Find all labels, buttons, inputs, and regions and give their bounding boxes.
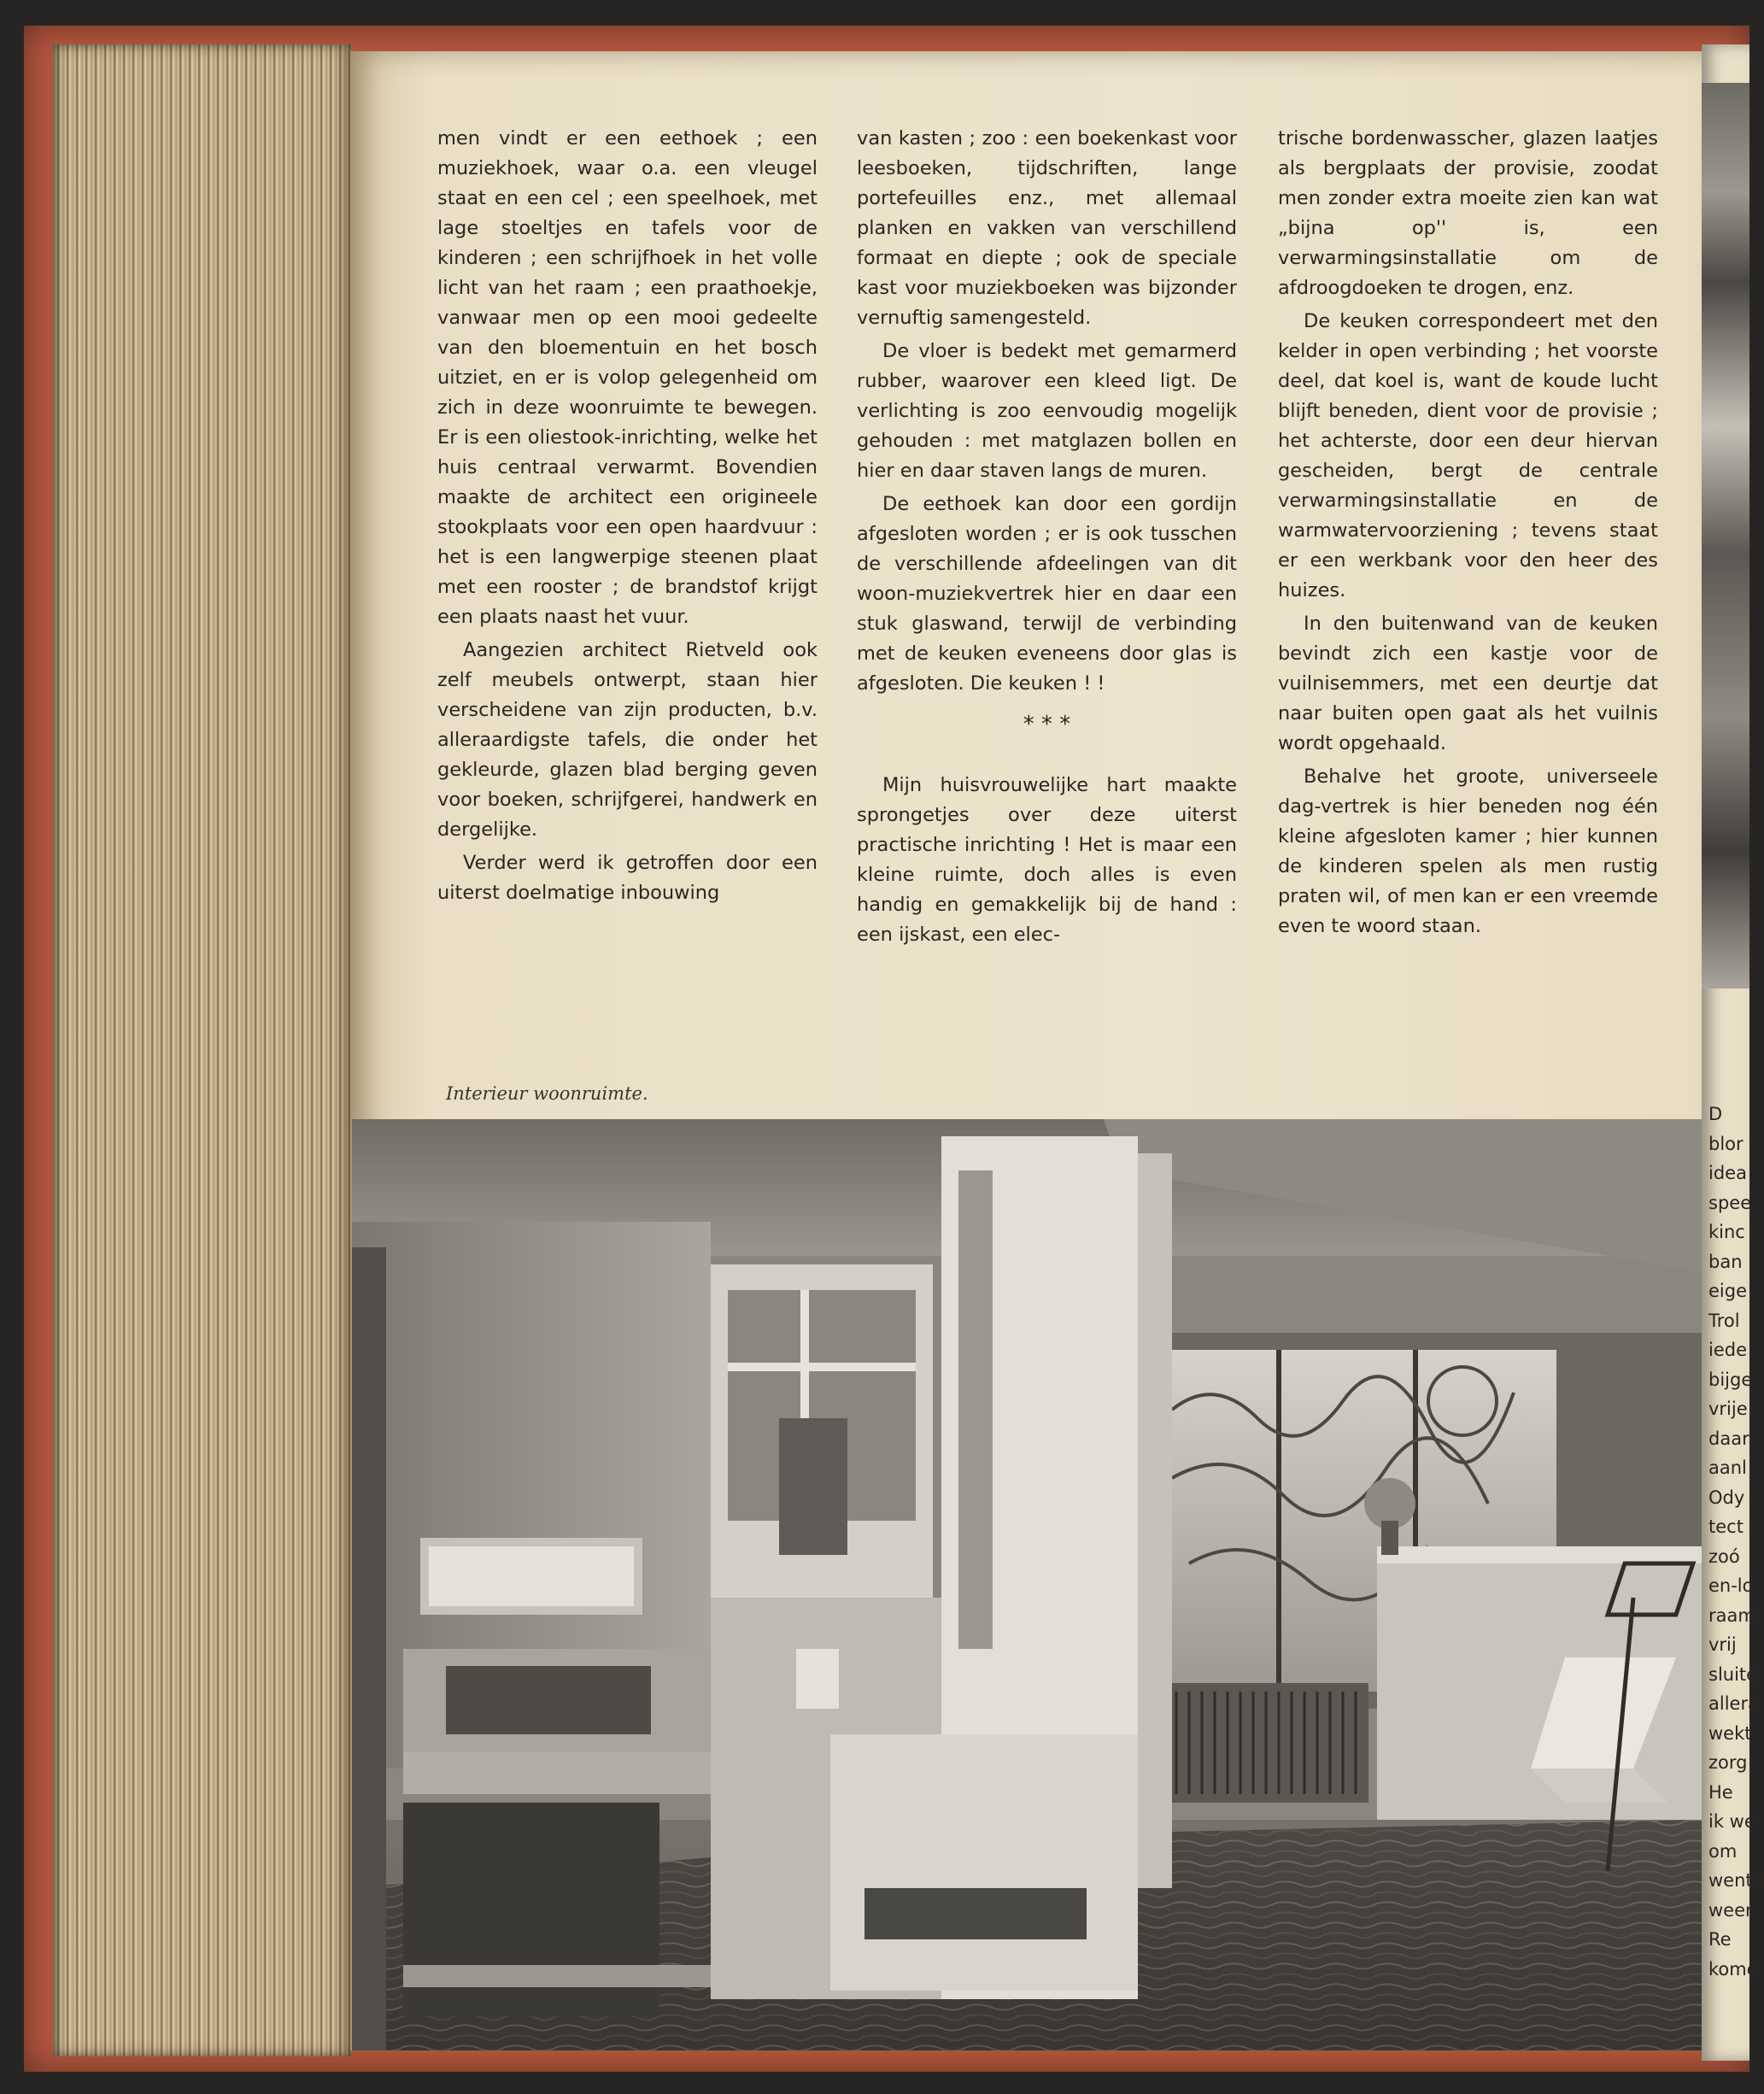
next-page-photo bbox=[1702, 83, 1749, 988]
next-page-fragment: Re bbox=[1708, 1929, 1732, 1950]
paragraph: men vindt er een eethoek ; een muziekhoek, waar o.a. een vleugel staat en een cel ; een speelhoek, met lage stoeltjes en tafels voor de kinderen ; een schrijfhoek in het volle licht van het raam ; een praathoekje, vanwaar men op een mooi gedeelte van den bloementuin en het bosch uitziet, en er is volop gelegenheid om zich in deze woonruimte te bewegen. Er is een oliestook-inrichting, welke het huis centraal verwarmt. Bovendien maakte de architect een origineele stookplaats voor een open haardvuur : het is een langwerpige steenen plaat met een rooster ; de brandstof krijgt een plaats naast het vuur. bbox=[437, 127, 818, 628]
next-page-fragment: ik we bbox=[1708, 1811, 1755, 1832]
paragraph: van kasten ; zoo : een boekenkast voor leesboeken, tijdschriften, lange portefeuilles enz., met allemaal planken en vakken van verschillend formaat en diepte ; ook de speciale kast voor muziekboeken was bijzonder vernuftig samengesteld. bbox=[857, 127, 1237, 329]
paragraph: De vloer is bedekt met gemarmerd rubber, waarover een kleed ligt. De verlichting is zoo eenvoudig mogelijk gehouden : met matglazen bollen en hier en daar staven langs de muren. bbox=[857, 340, 1237, 482]
next-page-fragment: spee bbox=[1708, 1192, 1752, 1213]
next-page-fragment: ban bbox=[1708, 1251, 1743, 1272]
page-edges bbox=[53, 44, 352, 2056]
paragraph: Behalve het groote, universeele dag-vertrek is hier beneden nog één kleine afgesloten kamer ; hier kunnen de kinderen spelen als men rustig praten wil, of men kan er een vreemde even te woord staan. bbox=[1278, 765, 1658, 937]
paragraph: De eethoek kan door een gordijn afgesloten worden ; er is ook tusschen de verschillende afdeelingen van dit woon-muziekvertrek hier en daar een stuk glaswand, terwijl de verbinding met de keuken eveneens door glas is afgesloten. Die keuken ! ! bbox=[857, 493, 1237, 695]
next-page-fragment: Trol bbox=[1708, 1310, 1740, 1331]
next-page-text-fragments bbox=[1702, 1100, 1764, 1984]
next-page-fragment: zoó bbox=[1708, 1546, 1740, 1567]
next-page-fragment: aanl bbox=[1708, 1458, 1747, 1478]
next-page-fragment: allera bbox=[1708, 1693, 1759, 1714]
next-page-fragment: daar bbox=[1708, 1428, 1749, 1449]
next-page-fragment: blor bbox=[1708, 1133, 1743, 1154]
next-page-fragment: kinc bbox=[1708, 1222, 1745, 1242]
next-page-fragment: wente bbox=[1708, 1870, 1764, 1891]
text-column-2 bbox=[857, 124, 1237, 953]
paragraph: De keuken correspondeert met den kelder in open verbinding ; het voorste deel, dat koel is, want de koude lucht blijft beneden, dient voor de provisie ; het achterste, door een deur hiervan gescheiden, bergt de centrale verwarmingsinstallatie en de warmwatervoorziening ; tevens staat er een werkbank voor den heer des huizes. bbox=[1278, 310, 1658, 601]
paragraph: Verder werd ik getroffen door een uiterst doelmatige inbouwing bbox=[437, 852, 818, 904]
paragraph: trische bordenwasscher, glazen laatjes als bergplaats der provisie, zoodat men zonder extra moeite zien kan wat „bijna op'' is, een verwarmingsinstallatie om de afdroogdoeken te drogen, enz. bbox=[1278, 127, 1658, 299]
next-page-fragment: Ody bbox=[1708, 1487, 1745, 1508]
next-page-fragment: vrije bbox=[1708, 1399, 1748, 1419]
next-page-fragment: D bbox=[1708, 1104, 1723, 1124]
next-page-fragment: bijge bbox=[1708, 1369, 1753, 1390]
next-page-fragment: tect bbox=[1708, 1516, 1743, 1537]
next-page-fragment: raam bbox=[1708, 1604, 1755, 1626]
next-page-fragment: iede bbox=[1708, 1340, 1748, 1360]
next-page-fragment: om bbox=[1708, 1840, 1738, 1862]
next-page-fragment: zorg bbox=[1708, 1752, 1748, 1773]
next-page-fragment: en-lo bbox=[1708, 1575, 1754, 1596]
text-column-1 bbox=[437, 124, 818, 912]
interior-photo bbox=[352, 1119, 1705, 2050]
text-column-3 bbox=[1278, 124, 1658, 945]
next-page-edge bbox=[1702, 44, 1764, 2061]
next-page-fragment: vrij bbox=[1708, 1634, 1737, 1655]
next-page-fragment: weer bbox=[1708, 1899, 1753, 1921]
paragraph: Aangezien architect Rietveld ook zelf meubels ontwerpt, staan hier verscheidene van zijn producten, b.v. alleraardigste tafels, die onder het gekleurde, glazen blad berging geven voor boeken, schrijfgerei, handwerk en dergelijke. bbox=[437, 639, 818, 841]
photo-caption: Interieur woonruimte. bbox=[446, 1083, 648, 1104]
next-page-fragment: kome bbox=[1708, 1958, 1758, 1980]
paragraph: In den buitenwand van de keuken bevindt zich een kastje voor de vuilnisemmers, met een deurtje dat naar buiten open gaat als het vuilnis wordt opgehaald. bbox=[1278, 613, 1658, 754]
next-page-fragment: He bbox=[1708, 1781, 1733, 1803]
next-page-fragment: sluite bbox=[1708, 1663, 1758, 1685]
section-divider-stars: * * * bbox=[1023, 712, 1071, 737]
next-page-fragment: eige bbox=[1708, 1281, 1748, 1301]
paragraph: Mijn huisvrouwelijke hart maakte sprongetjes over deze uiterst practische inrichting ! Het is maar een kleine ruimte, doch alles is even handig en gemakkelijk bij de hand : een ijskast, een elec- bbox=[857, 774, 1237, 946]
next-page-fragment: wekt bbox=[1708, 1722, 1752, 1744]
next-page-fragment: idea bbox=[1708, 1163, 1747, 1183]
